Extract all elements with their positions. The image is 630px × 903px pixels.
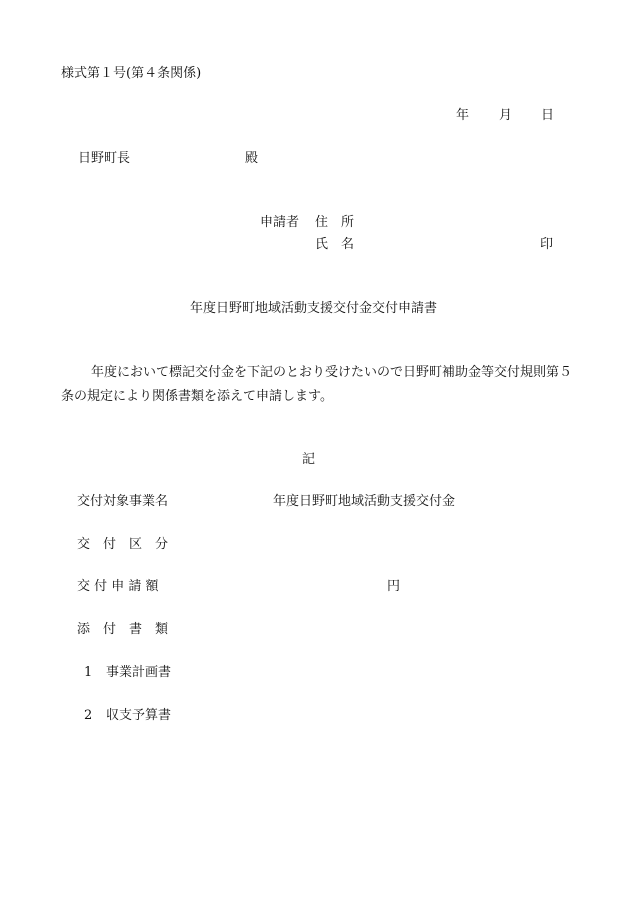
project-name-value: 年度日野町地域活動支援交付金 xyxy=(273,494,456,509)
form-number: 様式第１号(第４条関係) xyxy=(61,66,202,81)
applicant-name-label: 氏 名 xyxy=(315,237,355,252)
addressee-name: 日野町長 xyxy=(78,151,131,166)
attachments-label: 添 付 書 類 xyxy=(77,622,169,637)
body-text: 年度において標記交付金を下記のとおり受けたいので日野町補助金等交付規則第５条の規定により関係書類を添えて申請します。 xyxy=(61,365,573,404)
applicant-address-label: 住 所 xyxy=(315,215,355,230)
applicant-heading: 申請者 xyxy=(260,215,300,230)
attachment-number: 1 xyxy=(84,665,93,680)
project-name-label: 交付対象事業名 xyxy=(77,494,169,509)
addressee-honorific: 殿 xyxy=(245,151,259,166)
ki-label: 記 xyxy=(302,452,316,467)
date-year-label: 年 xyxy=(456,108,470,123)
date-day-label: 日 xyxy=(541,108,555,123)
amount-label: 交 付 申 請 額 xyxy=(77,579,159,594)
document-title: 年度日野町地域活動支援交付金交付申請書 xyxy=(190,301,438,316)
date-month-label: 月 xyxy=(499,108,513,123)
attachment-name: 事業計画書 xyxy=(106,665,172,680)
category-label: 交 付 区 分 xyxy=(77,537,169,552)
attachment-name: 収支予算書 xyxy=(106,708,172,723)
applicant-seal-label: 印 xyxy=(540,237,554,252)
amount-unit: 円 xyxy=(387,579,401,594)
attachment-number: 2 xyxy=(84,708,93,723)
